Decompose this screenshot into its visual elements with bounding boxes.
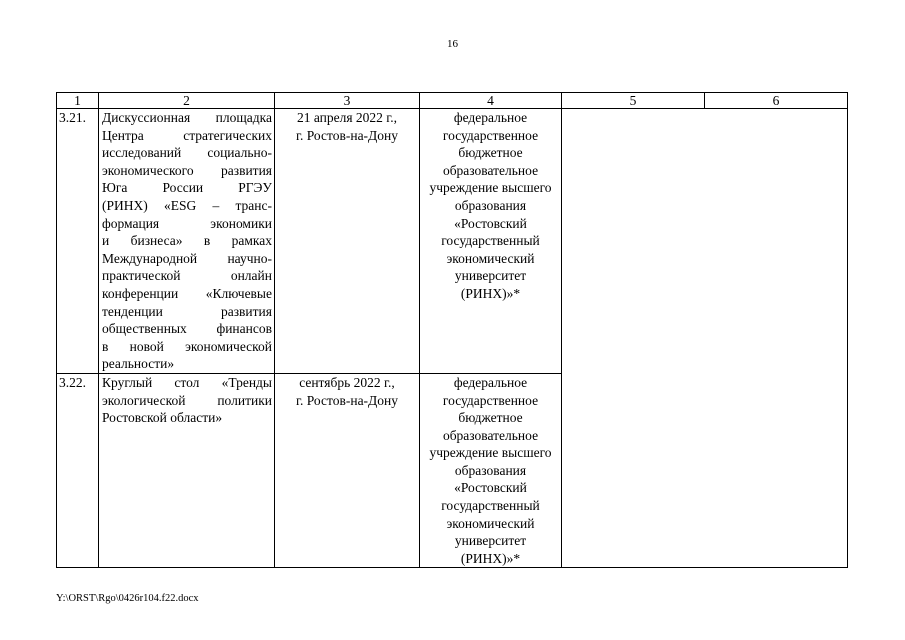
organizer-line: (РИНХ)»* bbox=[460, 550, 521, 566]
event-date bbox=[275, 373, 420, 568]
event-name-line: экологической политики bbox=[102, 392, 272, 408]
organizer-line: государственное bbox=[442, 127, 539, 143]
event-name-line: Международной научно- bbox=[102, 250, 272, 266]
event-name-line: Юга России РГЭУ bbox=[102, 180, 272, 196]
organizer-line: образования bbox=[454, 462, 527, 478]
organizer-line: университет bbox=[454, 533, 527, 549]
footer-file-path: Y:\ORST\Rgo\0426r104.f22.docx bbox=[56, 593, 199, 604]
event-name-line: (РИНХ) «ESG – транс- bbox=[102, 197, 272, 213]
organizer-line: университет bbox=[454, 268, 527, 284]
event-organizer bbox=[420, 373, 562, 568]
event-name-line: Центра стратегических bbox=[102, 127, 272, 143]
event-name-line: тенденции развития bbox=[102, 303, 272, 319]
table-row bbox=[57, 109, 848, 374]
event-date-line: сентябрь 2022 г., bbox=[299, 374, 395, 390]
event-name bbox=[99, 373, 275, 568]
organizer-line: «Ростовский bbox=[454, 215, 527, 231]
organizer-line: федеральное bbox=[453, 110, 528, 125]
row-number: 3.22. bbox=[57, 373, 99, 568]
organizer-line: образовательное bbox=[442, 162, 539, 178]
event-name-line: конференции «Ключевые bbox=[102, 285, 272, 301]
page-number: 16 bbox=[447, 38, 458, 50]
organizer-line: государственное bbox=[442, 392, 539, 408]
organizer-line: образования bbox=[454, 197, 527, 213]
event-name bbox=[99, 109, 275, 374]
header-col-5: 5 bbox=[562, 93, 705, 109]
organizer-line: «Ростовский bbox=[454, 480, 527, 496]
header-col-6: 6 bbox=[705, 93, 848, 109]
event-place-line: г. Ростов-на-Дону bbox=[295, 392, 398, 408]
organizer-line: бюджетное bbox=[458, 145, 523, 161]
organizer-line: государственный bbox=[441, 233, 540, 249]
event-name-line: и бизнеса» в рамках bbox=[102, 233, 272, 249]
merged-cols-5-6 bbox=[562, 109, 848, 568]
organizer-line: (РИНХ)»* bbox=[460, 285, 521, 301]
event-name-line: общественных финансов bbox=[102, 321, 272, 337]
organizer-line: учреждение высшего bbox=[429, 180, 552, 196]
events-table bbox=[56, 92, 848, 568]
organizer-line: экономический bbox=[446, 515, 535, 531]
event-date-line: 21 апреля 2022 г., bbox=[296, 110, 398, 125]
event-name-line: практической онлайн bbox=[102, 268, 272, 284]
event-name-line: исследований социально- bbox=[102, 145, 272, 161]
row-number: 3.21. bbox=[57, 109, 99, 374]
event-name-line: Круглый стол «Тренды bbox=[102, 374, 272, 390]
organizer-line: экономический bbox=[446, 250, 535, 266]
event-name-line: реальности» bbox=[102, 356, 175, 372]
event-organizer bbox=[420, 109, 562, 374]
header-col-2: 2 bbox=[99, 93, 275, 109]
organizer-line: образовательное bbox=[442, 427, 539, 443]
event-place-line: г. Ростов-на-Дону bbox=[295, 127, 398, 143]
event-name-line: в новой экономической bbox=[102, 338, 272, 354]
event-date bbox=[275, 109, 420, 374]
header-col-4: 4 bbox=[420, 93, 562, 109]
table-header-row bbox=[57, 93, 848, 109]
header-col-1: 1 bbox=[57, 93, 99, 109]
event-name-line: формация экономики bbox=[102, 215, 272, 231]
event-name-line: Дискуссионная площадка bbox=[102, 110, 272, 125]
organizer-line: государственный bbox=[441, 498, 540, 514]
organizer-line: учреждение высшего bbox=[429, 445, 552, 461]
organizer-line: бюджетное bbox=[458, 410, 523, 426]
event-name-line: экономического развития bbox=[102, 162, 272, 178]
event-name-line: Ростовской области» bbox=[102, 410, 223, 426]
organizer-line: федеральное bbox=[453, 374, 528, 390]
header-col-3: 3 bbox=[275, 93, 420, 109]
